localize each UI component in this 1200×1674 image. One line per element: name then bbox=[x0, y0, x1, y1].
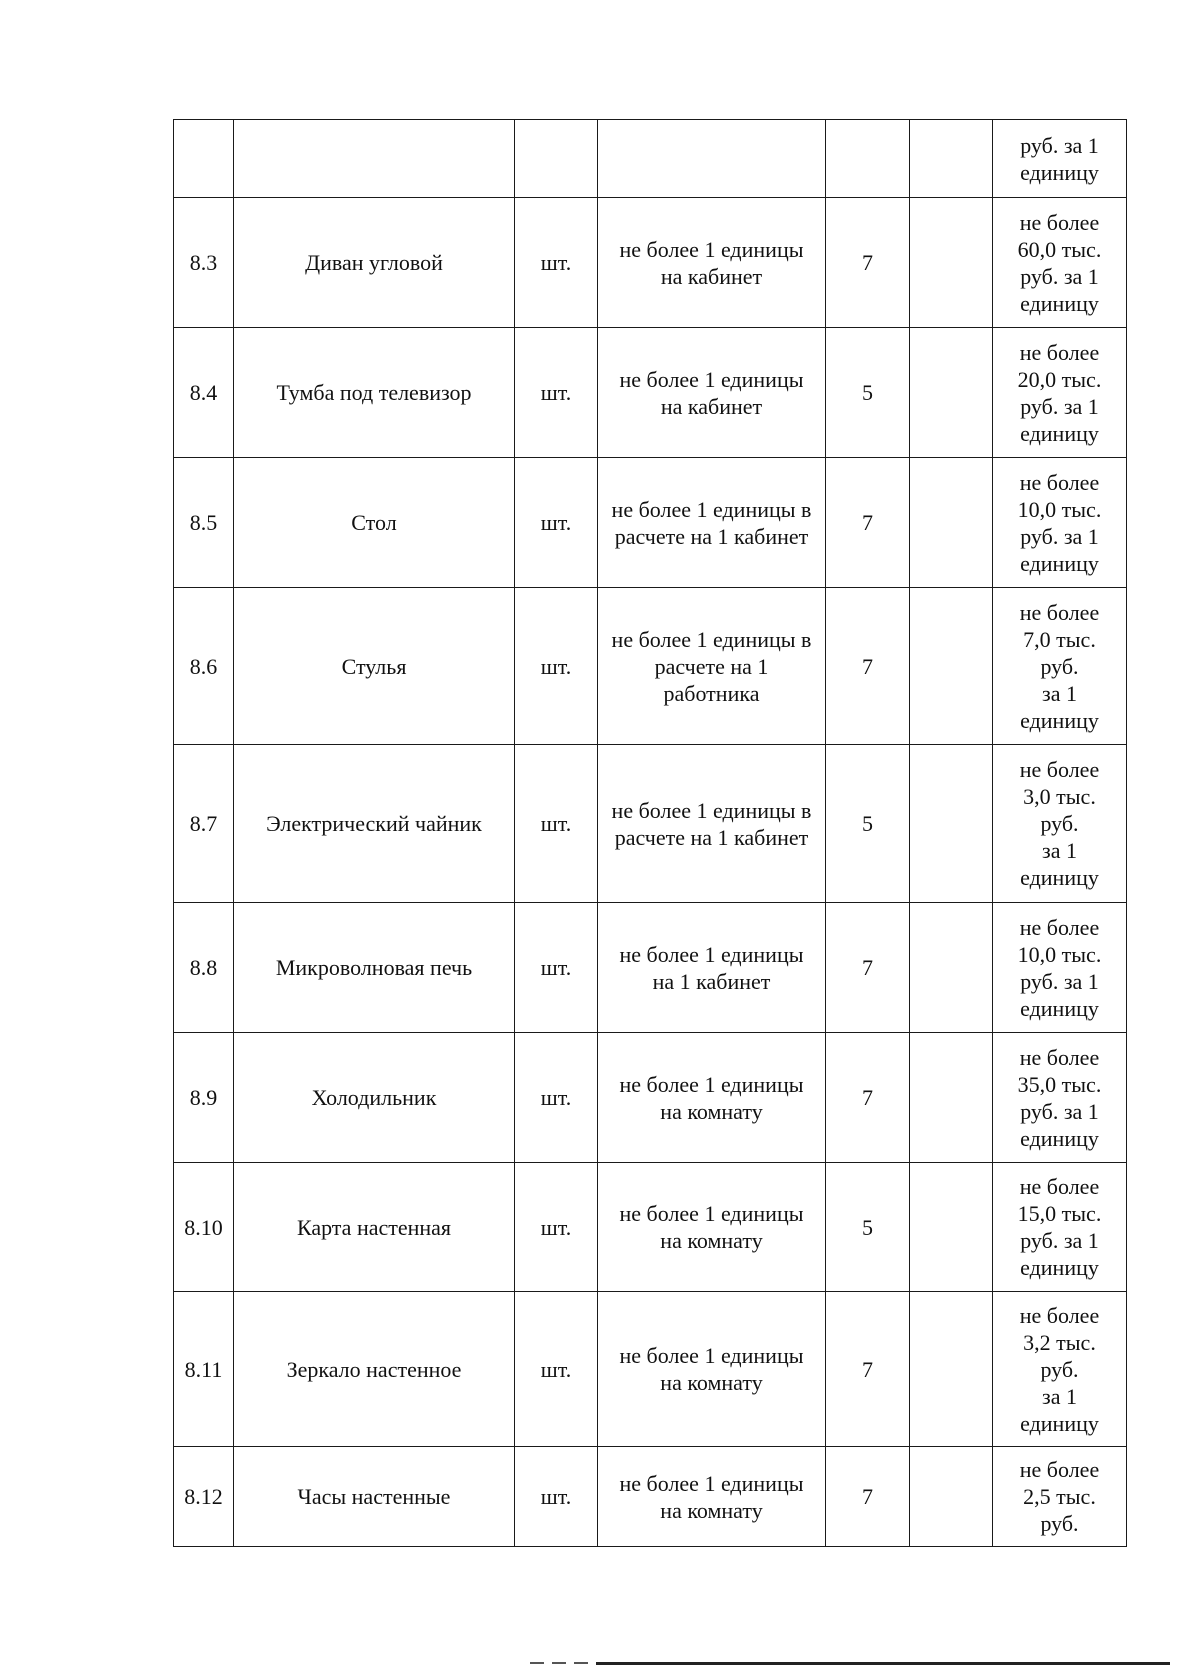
item-unit-cell bbox=[515, 745, 598, 903]
scan-dash bbox=[530, 1662, 544, 1664]
item-number: 8.6 bbox=[189, 653, 218, 679]
item-quantity-cell bbox=[598, 588, 826, 745]
item-unit-cell bbox=[515, 1292, 598, 1447]
item-quantity-cell bbox=[598, 1292, 826, 1447]
item-unit: шт. bbox=[540, 1356, 572, 1382]
table-row bbox=[174, 745, 1127, 903]
item-number-cell bbox=[174, 1033, 234, 1163]
table-row bbox=[174, 1163, 1127, 1292]
item-unit: шт. bbox=[540, 510, 572, 535]
item-term: 5 bbox=[862, 1214, 873, 1240]
item-number: 8.8 bbox=[189, 955, 218, 980]
item-extra-cell bbox=[910, 745, 993, 903]
item-number-cell bbox=[174, 1292, 234, 1447]
item-unit: шт. bbox=[540, 955, 572, 980]
item-quantity: не более 1 единицы на комнату bbox=[619, 1201, 804, 1253]
item-term-cell bbox=[826, 1163, 910, 1292]
item-number: 8.10 bbox=[184, 1214, 223, 1240]
item-extra-cell bbox=[910, 1163, 993, 1292]
item-name-cell bbox=[234, 745, 515, 903]
item-unit-cell bbox=[515, 120, 598, 198]
item-price-cell bbox=[993, 588, 1127, 745]
item-term: 7 bbox=[862, 1356, 873, 1382]
item-price: не более 60,0 тыс. руб. за 1 единицу bbox=[1017, 209, 1102, 316]
item-number-cell bbox=[174, 458, 234, 588]
item-extra-cell bbox=[910, 1292, 993, 1447]
item-name: Тумба под телевизор bbox=[276, 380, 472, 405]
item-term: 7 bbox=[862, 250, 873, 275]
item-name: Стол bbox=[351, 510, 397, 535]
item-price-cell bbox=[993, 328, 1127, 458]
item-number-cell bbox=[174, 1447, 234, 1547]
item-price: не более 35,0 тыс. руб. за 1 единицу bbox=[1017, 1044, 1102, 1151]
item-term-cell bbox=[826, 458, 910, 588]
item-price-cell bbox=[993, 1163, 1127, 1292]
item-name: Холодильник bbox=[311, 1085, 437, 1110]
item-name: Микроволновая печь bbox=[275, 955, 473, 980]
item-term-cell bbox=[826, 903, 910, 1033]
item-unit: шт. bbox=[540, 380, 572, 405]
item-number: 8.12 bbox=[184, 1484, 223, 1509]
item-name: Стулья bbox=[341, 653, 407, 679]
item-price-cell bbox=[993, 1292, 1127, 1447]
item-name-cell bbox=[234, 903, 515, 1033]
table-row bbox=[174, 903, 1127, 1033]
item-unit-cell bbox=[515, 588, 598, 745]
table-row bbox=[174, 588, 1127, 745]
item-number-cell bbox=[174, 1163, 234, 1292]
item-name: Карта настенная bbox=[296, 1214, 452, 1240]
item-term-cell bbox=[826, 198, 910, 328]
item-name-cell bbox=[234, 1163, 515, 1292]
item-term: 7 bbox=[862, 510, 873, 535]
item-quantity: не более 1 единицы на комнату bbox=[619, 1343, 804, 1395]
item-unit-cell bbox=[515, 1033, 598, 1163]
item-term-cell bbox=[826, 1292, 910, 1447]
item-price: не более 2,5 тыс. руб. bbox=[1019, 1457, 1100, 1536]
item-number-cell bbox=[174, 328, 234, 458]
item-price-cell bbox=[993, 1033, 1127, 1163]
item-name-cell bbox=[234, 458, 515, 588]
item-quantity-cell bbox=[598, 1033, 826, 1163]
table-row bbox=[174, 198, 1127, 328]
item-unit-cell bbox=[515, 903, 598, 1033]
item-number: 8.9 bbox=[189, 1085, 218, 1110]
item-quantity-cell bbox=[598, 328, 826, 458]
item-term-cell bbox=[826, 1033, 910, 1163]
item-unit-cell bbox=[515, 328, 598, 458]
item-term-cell bbox=[826, 745, 910, 903]
item-number: 8.4 bbox=[189, 380, 218, 405]
item-extra-cell bbox=[910, 120, 993, 198]
item-name: Зеркало настенное bbox=[286, 1356, 462, 1382]
item-quantity-cell bbox=[598, 903, 826, 1033]
table-body bbox=[174, 120, 1127, 1547]
item-name-cell bbox=[234, 328, 515, 458]
item-unit: шт. bbox=[540, 1214, 572, 1240]
item-name: Электрический чайник bbox=[266, 811, 482, 836]
item-unit: шт. bbox=[540, 811, 572, 836]
table-row bbox=[174, 120, 1127, 198]
item-number-cell bbox=[174, 120, 234, 198]
item-quantity: не более 1 единицы на кабинет bbox=[619, 236, 804, 289]
item-quantity: не более 1 единицы на комнату bbox=[619, 1470, 804, 1523]
item-unit: шт. bbox=[540, 653, 572, 679]
item-price-cell bbox=[993, 458, 1127, 588]
item-price: не более 10,0 тыс. руб. за 1 единицу bbox=[1017, 469, 1102, 576]
item-number-cell bbox=[174, 588, 234, 745]
table-row bbox=[174, 328, 1127, 458]
item-price-cell bbox=[993, 903, 1127, 1033]
norms-table bbox=[173, 119, 1127, 1547]
item-price-cell bbox=[993, 120, 1127, 198]
item-quantity-cell bbox=[598, 1447, 826, 1547]
item-number: 8.11 bbox=[184, 1356, 223, 1382]
item-number-cell bbox=[174, 198, 234, 328]
item-name: Часы настенные bbox=[297, 1484, 451, 1509]
item-price-cell bbox=[993, 198, 1127, 328]
item-unit-cell bbox=[515, 1447, 598, 1547]
item-quantity-cell bbox=[598, 198, 826, 328]
item-name-cell bbox=[234, 1292, 515, 1447]
item-number-cell bbox=[174, 903, 234, 1033]
item-name-cell bbox=[234, 1447, 515, 1547]
item-term: 5 bbox=[862, 811, 873, 836]
item-quantity-cell bbox=[598, 745, 826, 903]
table-row bbox=[174, 458, 1127, 588]
table-row bbox=[174, 1033, 1127, 1163]
item-quantity: не более 1 единицы в расчете на 1 кабинет bbox=[611, 496, 812, 549]
item-quantity-cell bbox=[598, 120, 826, 198]
item-unit: шт. bbox=[540, 1484, 572, 1509]
item-price: не более 10,0 тыс. руб. за 1 единицу bbox=[1017, 914, 1102, 1021]
item-number-cell bbox=[174, 745, 234, 903]
item-price: руб. за 1 единицу bbox=[1020, 132, 1099, 185]
item-term-cell bbox=[826, 588, 910, 745]
scan-dash bbox=[552, 1662, 566, 1664]
item-extra-cell bbox=[910, 328, 993, 458]
item-quantity: не более 1 единицы в расчете на 1 кабинет bbox=[611, 797, 812, 850]
item-unit-cell bbox=[515, 198, 598, 328]
item-quantity: не более 1 единицы на комнату bbox=[619, 1071, 804, 1124]
item-extra-cell bbox=[910, 1447, 993, 1547]
item-term-cell bbox=[826, 1447, 910, 1547]
item-name-cell bbox=[234, 120, 515, 198]
item-name-cell bbox=[234, 198, 515, 328]
item-extra-cell bbox=[910, 588, 993, 745]
item-price: не более 7,0 тыс. руб. за 1 единицу bbox=[1019, 599, 1100, 733]
item-term-cell bbox=[826, 328, 910, 458]
item-unit: шт. bbox=[540, 1085, 572, 1110]
item-extra-cell bbox=[910, 198, 993, 328]
item-price-cell bbox=[993, 745, 1127, 903]
item-name: Диван угловой bbox=[305, 250, 443, 275]
item-term: 7 bbox=[862, 1085, 873, 1110]
item-quantity: не более 1 единицы на 1 кабинет bbox=[619, 941, 804, 994]
item-term-cell bbox=[826, 120, 910, 198]
table-row bbox=[174, 1292, 1127, 1447]
item-price: не более 20,0 тыс. руб. за 1 единицу bbox=[1017, 339, 1102, 446]
item-extra-cell bbox=[910, 903, 993, 1033]
item-quantity-cell bbox=[598, 1163, 826, 1292]
item-quantity: не более 1 единицы на кабинет bbox=[619, 366, 804, 419]
scan-edge-line bbox=[596, 1662, 1170, 1665]
item-extra-cell bbox=[910, 458, 993, 588]
item-name-cell bbox=[234, 1033, 515, 1163]
item-price-cell bbox=[993, 1447, 1127, 1547]
item-unit: шт. bbox=[540, 250, 572, 275]
item-quantity: не более 1 единицы в расчете на 1 работника bbox=[611, 626, 812, 706]
item-term: 7 bbox=[862, 955, 873, 980]
item-term: 7 bbox=[862, 1484, 873, 1509]
scan-dash bbox=[574, 1662, 588, 1664]
item-unit-cell bbox=[515, 458, 598, 588]
item-price: не более 3,2 тыс. руб. за 1 единицу bbox=[1019, 1302, 1100, 1436]
item-term: 5 bbox=[862, 380, 873, 405]
item-price: не более 3,0 тыс. руб. за 1 единицу bbox=[1019, 757, 1100, 890]
item-quantity-cell bbox=[598, 458, 826, 588]
item-number: 8.7 bbox=[189, 811, 218, 836]
table-row bbox=[174, 1447, 1127, 1547]
item-price: не более 15,0 тыс. руб. за 1 единицу bbox=[1017, 1174, 1102, 1280]
item-term: 7 bbox=[862, 653, 873, 679]
item-unit-cell bbox=[515, 1163, 598, 1292]
item-number: 8.5 bbox=[189, 510, 218, 535]
item-number: 8.3 bbox=[189, 250, 218, 275]
item-extra-cell bbox=[910, 1033, 993, 1163]
item-name-cell bbox=[234, 588, 515, 745]
